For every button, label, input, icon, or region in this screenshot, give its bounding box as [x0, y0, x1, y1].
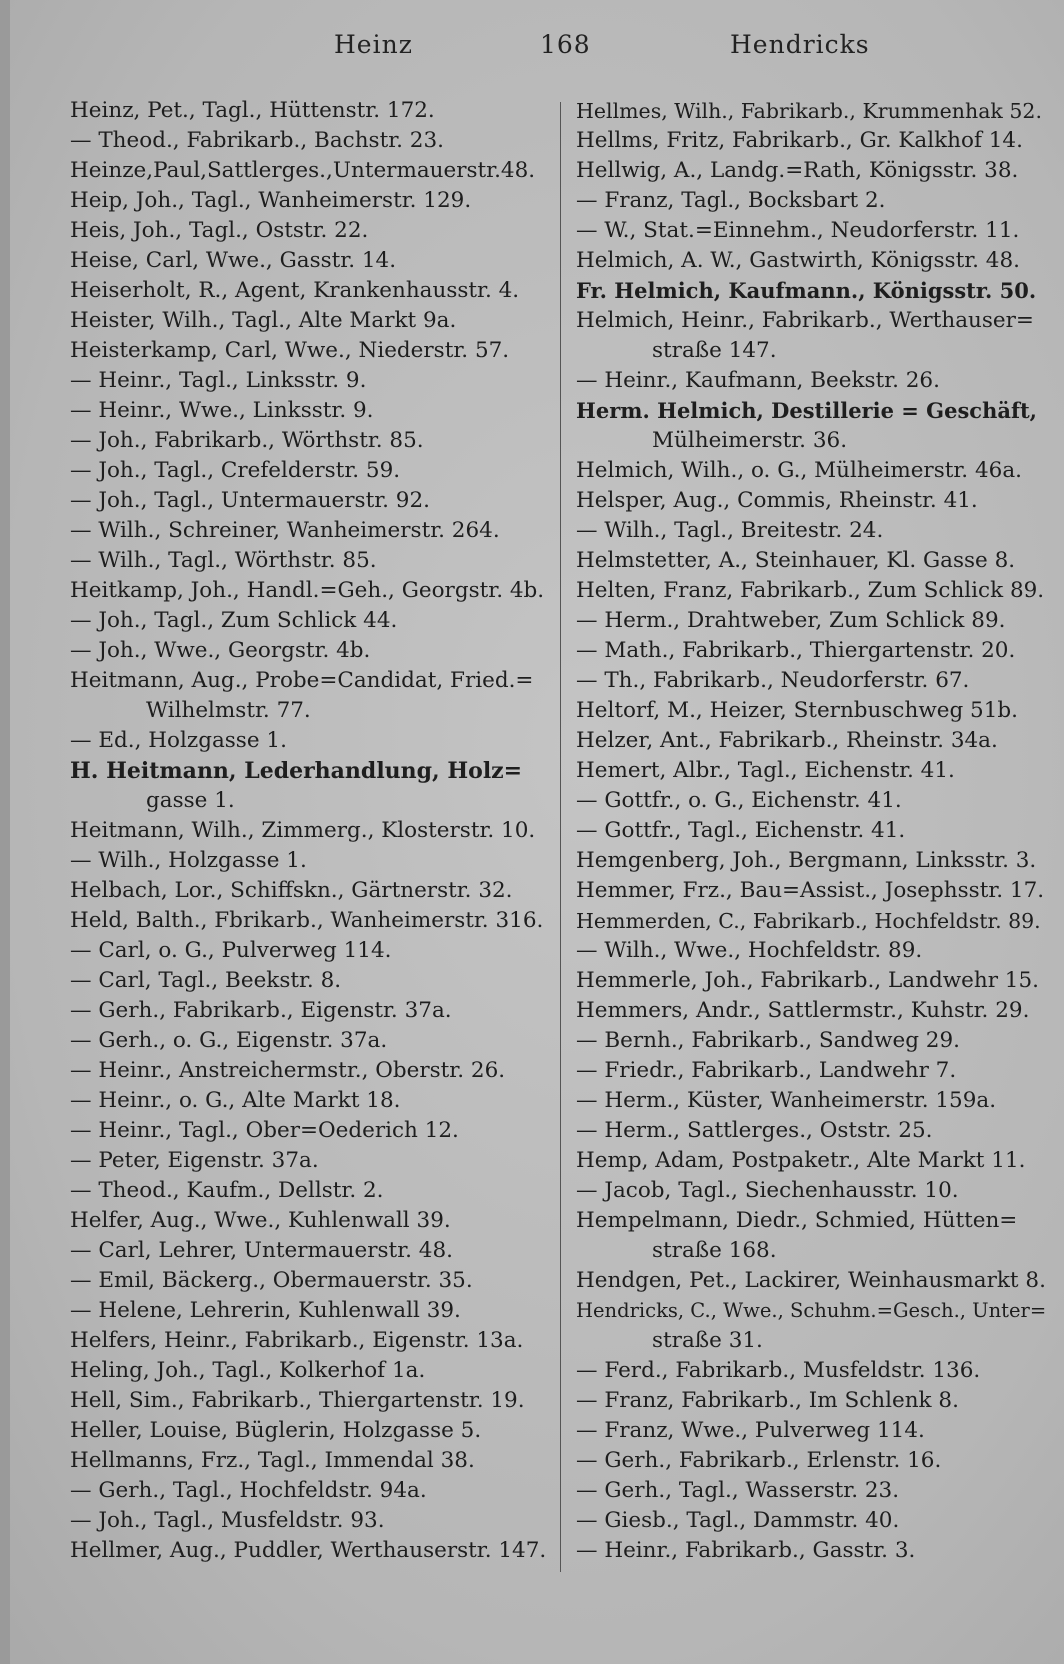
directory-entry-line: Heisterkamp, Carl, Wwe., Niederstr. 57.	[70, 338, 510, 363]
page-number: 168	[540, 30, 591, 59]
directory-entry-line: straße 147.	[652, 338, 777, 363]
directory-entry-line: — Ed., Holzgasse 1.	[70, 728, 287, 753]
directory-entry-line: Held, Balth., Fbrikarb., Wanheimerstr. 316.	[70, 908, 544, 933]
directory-entry-line: — Joh., Wwe., Georgstr. 4b.	[70, 638, 371, 663]
directory-entry-line: Heister, Wilh., Tagl., Alte Markt 9a.	[70, 308, 457, 333]
directory-entry-line: — Herm., Sattlerges., Oststr. 25.	[576, 1118, 933, 1143]
directory-entry-line: Herm. Helmich, Destillerie = Geschäft,	[576, 398, 1037, 423]
directory-entry-line: Hemert, Albr., Tagl., Eichenstr. 41.	[576, 758, 955, 783]
header-right-keyword: Hendricks	[730, 30, 870, 59]
directory-entry-line: Helten, Franz, Fabrikarb., Zum Schlick 89.	[576, 578, 1045, 603]
right-column	[576, 96, 1046, 1566]
directory-entry-line: Hellms, Fritz, Fabrikarb., Gr. Kalkhof 14.	[576, 128, 1023, 153]
directory-entry-line: Heinze,Paul,Sattlerges.,Untermauerstr.48.	[70, 158, 536, 183]
directory-entry-line: — Franz, Fabrikarb., Im Schlenk 8.	[576, 1388, 959, 1413]
directory-entry-line: Heller, Louise, Büglerin, Holzgasse 5.	[70, 1418, 482, 1443]
directory-entry-line: — Herm., Küster, Wanheimerstr. 159a.	[576, 1088, 997, 1113]
directory-entry-line: — Carl, Lehrer, Untermauerstr. 48.	[70, 1238, 453, 1263]
directory-entry-line: — Gerh., Tagl., Wasserstr. 23.	[576, 1478, 900, 1503]
directory-entry-line: Fr. Helmich, Kaufmann., Königsstr. 50.	[576, 278, 1037, 303]
directory-entry-line: Helfers, Heinr., Fabrikarb., Eigenstr. 13a.	[70, 1328, 524, 1353]
directory-entry-line: — Ferd., Fabrikarb., Musfeldstr. 136.	[576, 1358, 981, 1383]
directory-entry-line: Hell, Sim., Fabrikarb., Thiergartenstr. 19.	[70, 1388, 525, 1413]
directory-entry-line: Hellmanns, Frz., Tagl., Immendal 38.	[70, 1448, 475, 1473]
directory-entry-line: Heitmann, Aug., Probe=Candidat, Fried.=	[70, 668, 534, 693]
directory-entry-line: — Bernh., Fabrikarb., Sandweg 29.	[576, 1028, 960, 1053]
directory-entry-line: — Heinr., o. G., Alte Markt 18.	[70, 1088, 401, 1113]
directory-entry-line: Hemmers, Andr., Sattlermstr., Kuhstr. 29.	[576, 998, 1030, 1023]
directory-entry-line: — Carl, o. G., Pulverweg 114.	[70, 938, 392, 963]
directory-entry-line: Hemgenberg, Joh., Bergmann, Linksstr. 3.	[576, 848, 1037, 873]
directory-entry-line: — Heinr., Fabrikarb., Gasstr. 3.	[576, 1538, 916, 1563]
directory-entry-line: — Gerh., Fabrikarb., Eigenstr. 37a.	[70, 998, 452, 1023]
directory-entry-line: Hendricks, C., Wwe., Schuhm.=Gesch., Unter=	[576, 1299, 1046, 1322]
directory-entry-line: — Gerh., Fabrikarb., Erlenstr. 16.	[576, 1448, 942, 1473]
directory-entry-line: — Joh., Tagl., Zum Schlick 44.	[70, 608, 398, 633]
directory-entry-line: Heip, Joh., Tagl., Wanheimerstr. 129.	[70, 188, 472, 213]
directory-entry-line: — Joh., Tagl., Musfeldstr. 93.	[70, 1508, 385, 1533]
directory-entry-line: Hemmerden, C., Fabrikarb., Hochfeldstr. 89.	[576, 909, 1041, 933]
directory-entry-line: — Wilh., Schreiner, Wanheimerstr. 264.	[70, 518, 500, 543]
directory-entry-line: — Franz, Wwe., Pulverweg 114.	[576, 1418, 925, 1443]
directory-entry-line: — Gottfr., Tagl., Eichenstr. 41.	[576, 818, 906, 843]
directory-entry-line: — Math., Fabrikarb., Thiergartenstr. 20.	[576, 638, 1016, 663]
directory-entry-line: — Friedr., Fabrikarb., Landwehr 7.	[576, 1058, 957, 1083]
directory-entry-line: — Helene, Lehrerin, Kuhlenwall 39.	[70, 1298, 461, 1323]
directory-entry-line: — W., Stat.=Einnehm., Neudorferstr. 11.	[576, 218, 1020, 243]
directory-entry-line: Helzer, Ant., Fabrikarb., Rheinstr. 34a.	[576, 728, 998, 753]
column-divider	[560, 102, 561, 1572]
directory-entry-line: Hellmer, Aug., Puddler, Werthauserstr. 147.	[70, 1538, 547, 1563]
directory-entry-line: Heitmann, Wilh., Zimmerg., Klosterstr. 10.	[70, 818, 536, 843]
directory-entry-line: Helmich, Wilh., o. G., Mülheimerstr. 46a.	[576, 458, 1022, 483]
directory-entry-line: — Heinr., Wwe., Linksstr. 9.	[70, 398, 374, 423]
directory-entry-line: Hendgen, Pet., Lackirer, Weinhausmarkt 8.	[576, 1268, 1046, 1293]
directory-entry-line: straße 31.	[652, 1328, 763, 1353]
directory-entry-line: — Emil, Bäckerg., Obermauerstr. 35.	[70, 1268, 473, 1293]
directory-entry-line: — Joh., Tagl., Crefelderstr. 59.	[70, 458, 401, 483]
directory-entry-line: Heise, Carl, Wwe., Gasstr. 14.	[70, 248, 397, 273]
directory-entry-line: straße 168.	[652, 1238, 777, 1263]
directory-entry-line: — Theod., Fabrikarb., Bachstr. 23.	[70, 128, 444, 153]
directory-entry-line: Hemp, Adam, Postpaketr., Alte Markt 11.	[576, 1148, 1026, 1173]
directory-entry-line: Heitkamp, Joh., Handl.=Geh., Georgstr. 4b.	[70, 578, 545, 603]
directory-entry-line: — Heinr., Tagl., Linksstr. 9.	[70, 368, 367, 393]
directory-entry-line: — Gerh., Tagl., Hochfeldstr. 94a.	[70, 1478, 427, 1503]
directory-entry-line: Hemmerle, Joh., Fabrikarb., Landwehr 15.	[576, 968, 1039, 993]
directory-entry-line: Helbach, Lor., Schiffskn., Gärtnerstr. 32.	[70, 878, 513, 903]
directory-entry-line: Helmstetter, A., Steinhauer, Kl. Gasse 8.	[576, 548, 1016, 573]
directory-entry-line: Hellwig, A., Landg.=Rath, Königsstr. 38.	[576, 158, 1019, 183]
directory-entry-line: Heiserholt, R., Agent, Krankenhausstr. 4.	[70, 278, 520, 303]
directory-entry-line: — Giesb., Tagl., Dammstr. 40.	[576, 1508, 900, 1533]
directory-entry-line: — Heinr., Kaufmann, Beekstr. 26.	[576, 368, 940, 393]
page-edge-shadow	[0, 0, 10, 1664]
directory-entry-line: — Heinr., Tagl., Ober=Oederich 12.	[70, 1118, 459, 1143]
directory-entry-line: H. Heitmann, Lederhandlung, Holz=	[70, 758, 523, 784]
directory-entry-line: Heis, Joh., Tagl., Oststr. 22.	[70, 218, 369, 243]
directory-entry-line: Hellmes, Wilh., Fabrikarb., Krummenhak 52.	[576, 99, 1042, 123]
directory-entry-line: — Wilh., Wwe., Hochfeldstr. 89.	[576, 938, 923, 963]
directory-entry-line: Heinz, Pet., Tagl., Hüttenstr. 172.	[70, 98, 435, 123]
directory-entry-line: — Herm., Drahtweber, Zum Schlick 89.	[576, 608, 1006, 633]
left-column	[70, 96, 548, 1566]
directory-entry-line: — Theod., Kaufm., Dellstr. 2.	[70, 1178, 384, 1203]
directory-entry-line: — Gerh., o. G., Eigenstr. 37a.	[70, 1028, 388, 1053]
directory-entry-line: Wilhelmstr. 77.	[146, 698, 311, 723]
directory-entry-line: — Joh., Tagl., Untermauerstr. 92.	[70, 488, 430, 513]
header-left-keyword: Heinz	[334, 30, 413, 59]
directory-entry-line: Helmich, Heinr., Fabrikarb., Werthauser=	[576, 308, 1034, 333]
directory-entry-line: Heling, Joh., Tagl., Kolkerhof 1a.	[70, 1358, 426, 1383]
directory-entry-line: — Heinr., Anstreichermstr., Oberstr. 26.	[70, 1058, 506, 1083]
directory-entry-line: Helmich, A. W., Gastwirth, Königsstr. 48.	[576, 248, 1020, 273]
directory-entry-line: — Wilh., Tagl., Breitestr. 24.	[576, 518, 884, 543]
directory-entry-line: — Franz, Tagl., Bocksbart 2.	[576, 188, 886, 213]
directory-entry-line: — Peter, Eigenstr. 37a.	[70, 1148, 319, 1173]
directory-entry-line: — Carl, Tagl., Beekstr. 8.	[70, 968, 342, 993]
directory-entry-line: Hemmer, Frz., Bau=Assist., Josephsstr. 17.	[576, 878, 1045, 903]
directory-entry-line: — Jacob, Tagl., Siechenhausstr. 10.	[576, 1178, 959, 1203]
directory-entry-line: gasse 1.	[146, 788, 235, 813]
directory-entry-line: Mülheimerstr. 36.	[652, 428, 848, 453]
directory-entry-line: Heltorf, M., Heizer, Sternbuschweg 51b.	[576, 698, 1018, 723]
directory-entry-line: — Wilh., Holzgasse 1.	[70, 848, 307, 873]
directory-entry-line: Hempelmann, Diedr., Schmied, Hütten=	[576, 1208, 1018, 1233]
directory-entry-line: — Gottfr., o. G., Eichenstr. 41.	[576, 788, 902, 813]
directory-entry-line: — Th., Fabrikarb., Neudorferstr. 67.	[576, 668, 970, 693]
directory-entry-line: — Joh., Fabrikarb., Wörthstr. 85.	[70, 428, 424, 453]
directory-entry-line: — Wilh., Tagl., Wörthstr. 85.	[70, 548, 377, 573]
directory-entry-line: Helfer, Aug., Wwe., Kuhlenwall 39.	[70, 1208, 451, 1233]
directory-entry-line: Helsper, Aug., Commis, Rheinstr. 41.	[576, 488, 978, 513]
